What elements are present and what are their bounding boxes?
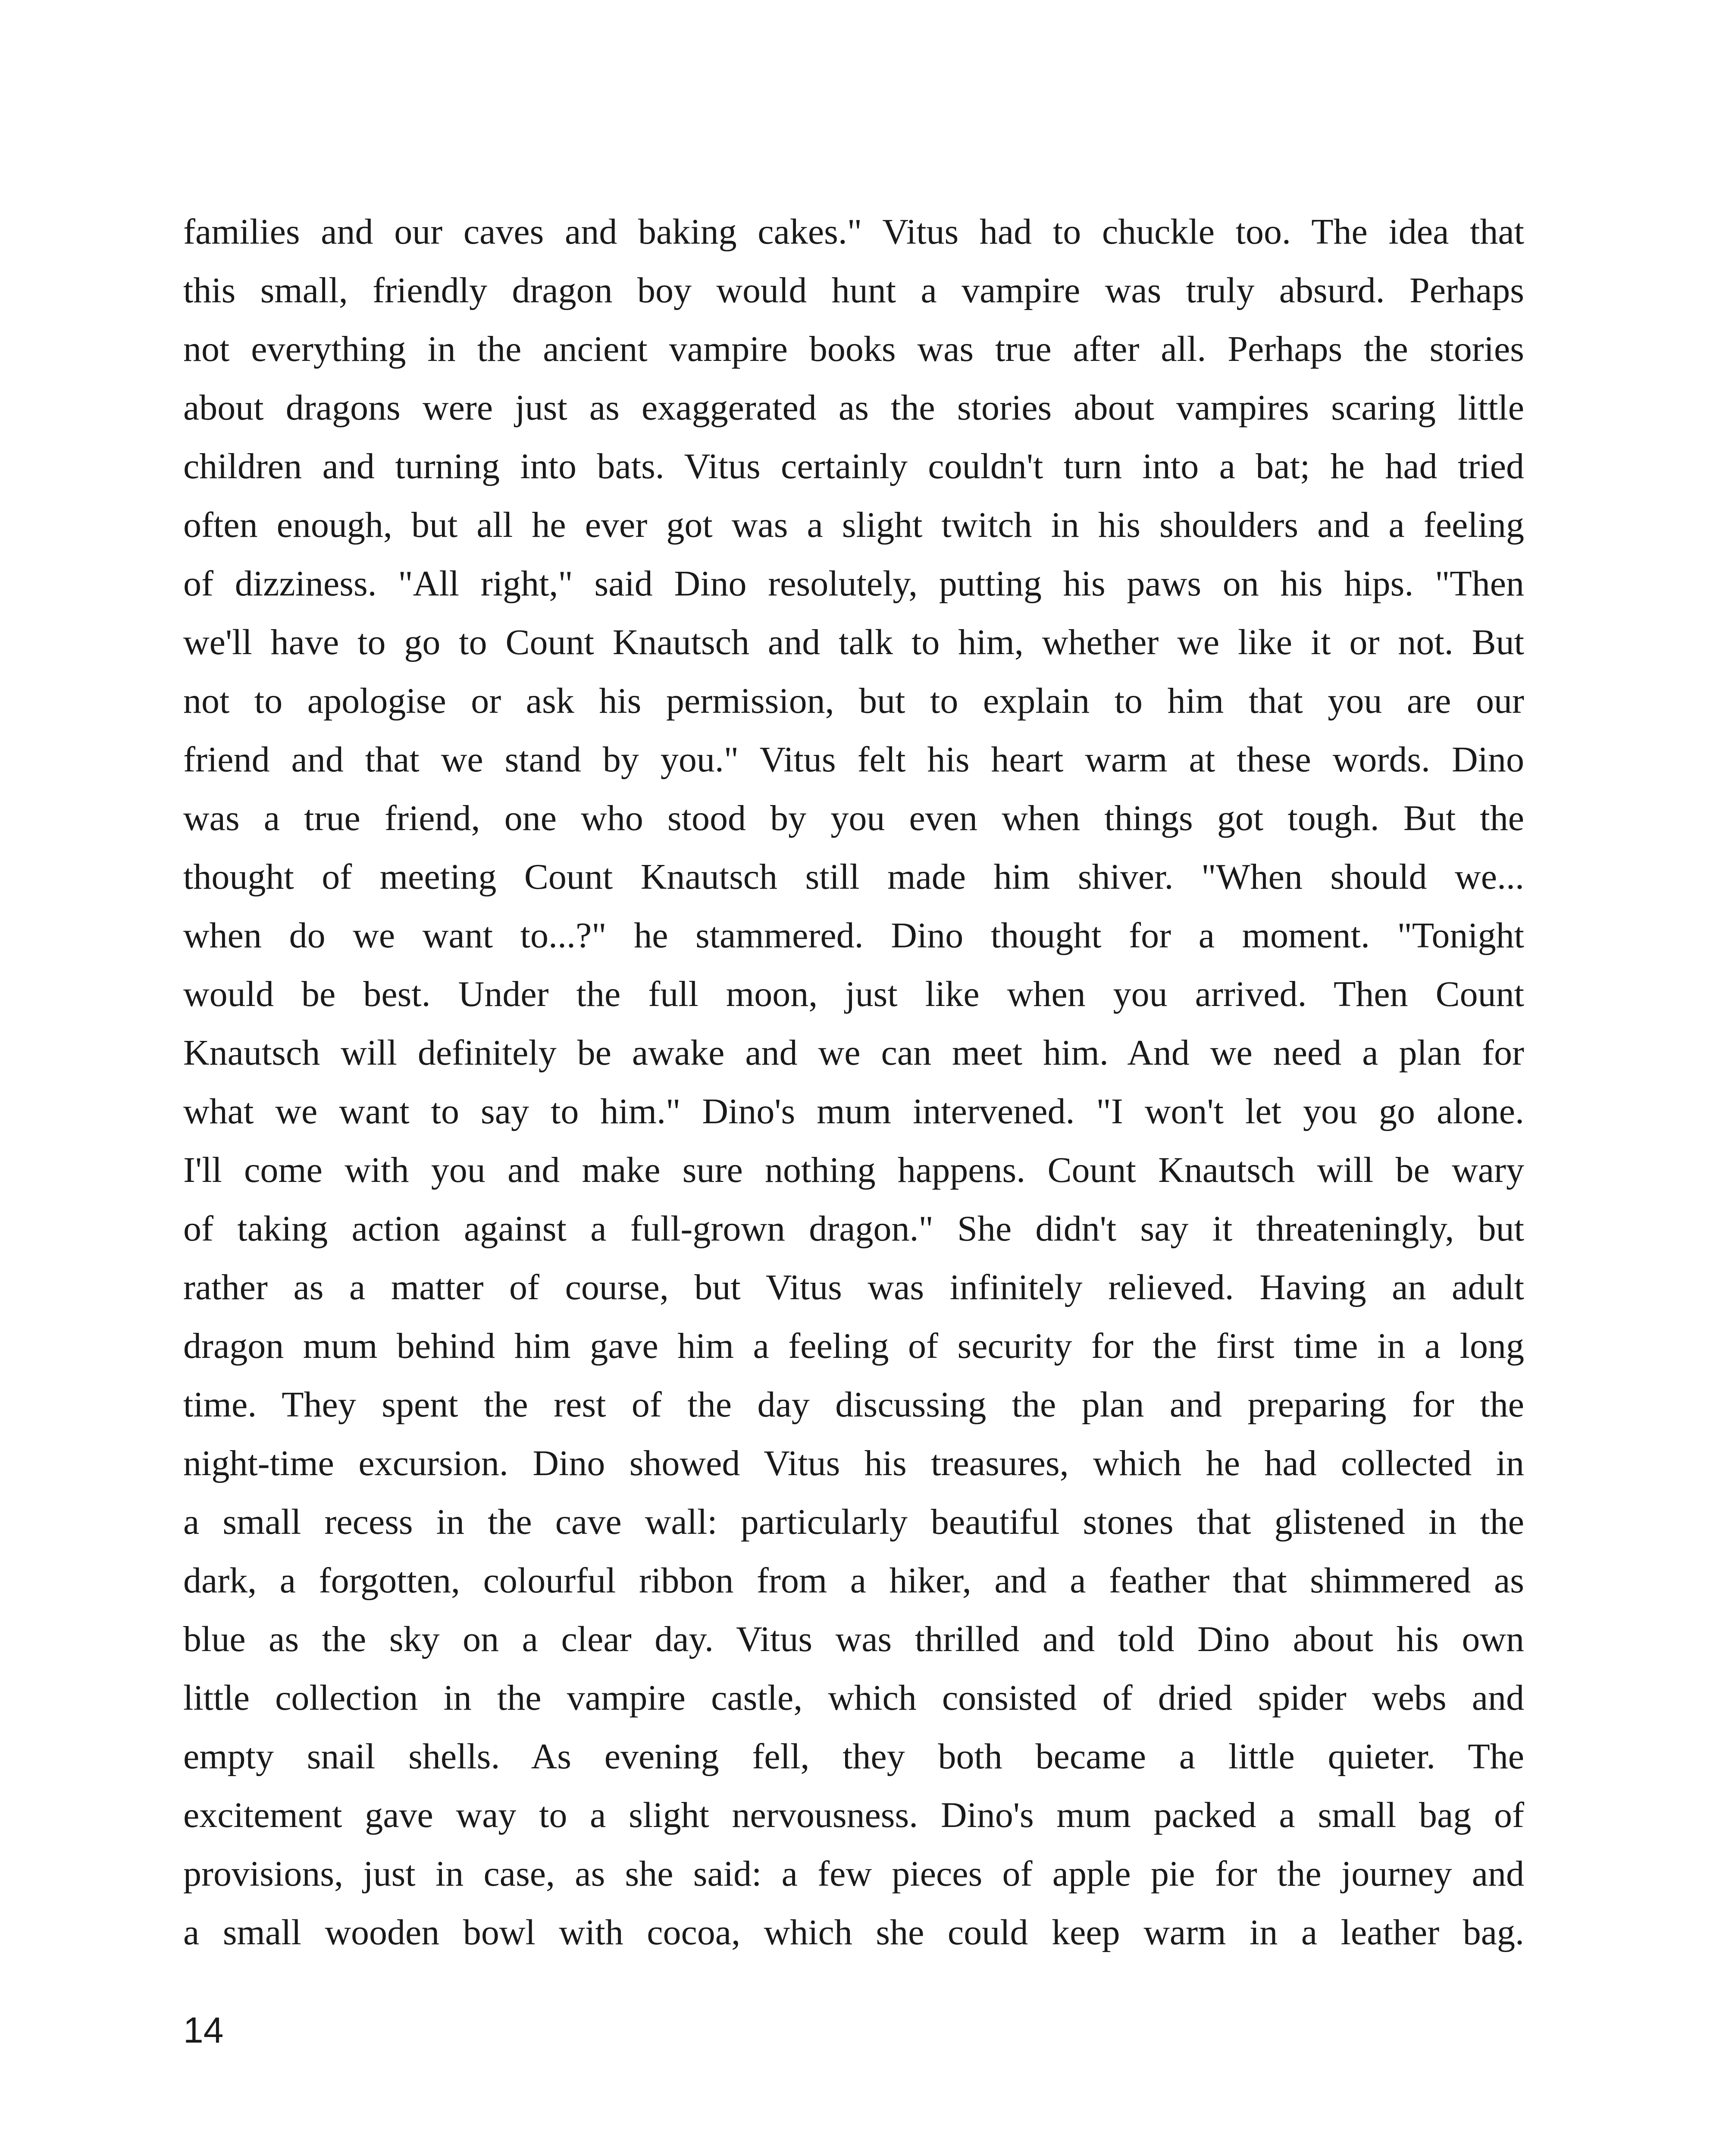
text-line-1: families and our caves and baking cakes." Vitus had to chuckle too. The idea that — [183, 212, 1524, 252]
text-line-12: thought of meeting Count Knautsch still made him shiver. "When should we... — [183, 857, 1524, 897]
text-line-25: blue as the sky on a clear day. Vitus was thrilled and told Dino about his own — [183, 1619, 1524, 1659]
text-line-4: about dragons were just as exaggerated as the stories about vampires scaring little — [183, 388, 1524, 428]
text-line-3: not everything in the ancient vampire books was true after all. Perhaps the stories — [183, 329, 1524, 369]
text-line-17: I'll come with you and make sure nothing happens. Count Knautsch will be wary — [183, 1150, 1524, 1190]
text-line-22: night-time excursion. Dino showed Vitus his treasures, which he had collected in — [183, 1443, 1524, 1483]
body-text — [183, 203, 1524, 1962]
text-line-9: not to apologise or ask his permission, but to explain to him that you are our — [183, 681, 1524, 721]
text-line-6: often enough, but all he ever got was a slight twitch in his shoulders and a feeling — [183, 505, 1524, 545]
text-line-28: excitement gave way to a slight nervousness. Dino's mum packed a small bag of — [183, 1795, 1524, 1835]
text-line-24: dark, a forgotten, colourful ribbon from a hiker, and a feather that shimmered as — [183, 1561, 1524, 1601]
text-line-20: dragon mum behind him gave him a feeling of security for the first time in a long — [183, 1326, 1524, 1366]
text-line-26: little collection in the vampire castle, which consisted of dried spider webs and — [183, 1678, 1524, 1718]
text-line-14: would be best. Under the full moon, just like when you arrived. Then Count — [183, 974, 1524, 1014]
text-line-15: Knautsch will definitely be awake and we can meet him. And we need a plan for — [183, 1033, 1524, 1073]
text-line-13: when do we want to...?" he stammered. Dino thought for a moment. "Tonight — [183, 915, 1524, 956]
text-line-11: was a true friend, one who stood by you even when things got tough. But the — [183, 798, 1524, 838]
text-line-5: children and turning into bats. Vitus certainly couldn't turn into a bat; he had tried — [183, 446, 1524, 486]
text-line-7: of dizziness. "All right," said Dino resolutely, putting his paws on his hips. "Then — [183, 564, 1524, 604]
text-line-19: rather as a matter of course, but Vitus was infinitely relieved. Having an adult — [183, 1267, 1524, 1307]
text-line-23: a small recess in the cave wall: particularly beautiful stones that glistened in the — [183, 1502, 1524, 1542]
text-line-10: friend and that we stand by you." Vitus felt his heart warm at these words. Dino — [183, 740, 1524, 780]
text-line-2: this small, friendly dragon boy would hunt a vampire was truly absurd. Perhaps — [183, 270, 1524, 310]
text-line-21: time. They spent the rest of the day discussing the plan and preparing for the — [183, 1385, 1524, 1425]
text-line-30: a small wooden bowl with cocoa, which she could keep warm in a leather bag. — [183, 1912, 1524, 1952]
text-line-18: of taking action against a full-grown dragon." She didn't say it threateningly, but — [183, 1209, 1524, 1249]
text-line-29: provisions, just in case, as she said: a few pieces of apple pie for the journey and — [183, 1854, 1524, 1894]
text-line-27: empty snail shells. As evening fell, they both became a little quieter. The — [183, 1736, 1524, 1777]
text-line-8: we'll have to go to Count Knautsch and talk to him, whether we like it or not. But — [183, 622, 1524, 662]
page-number: 14 — [183, 2010, 224, 2050]
text-line-16: what we want to say to him." Dino's mum intervened. "I won't let you go alone. — [183, 1091, 1524, 1131]
